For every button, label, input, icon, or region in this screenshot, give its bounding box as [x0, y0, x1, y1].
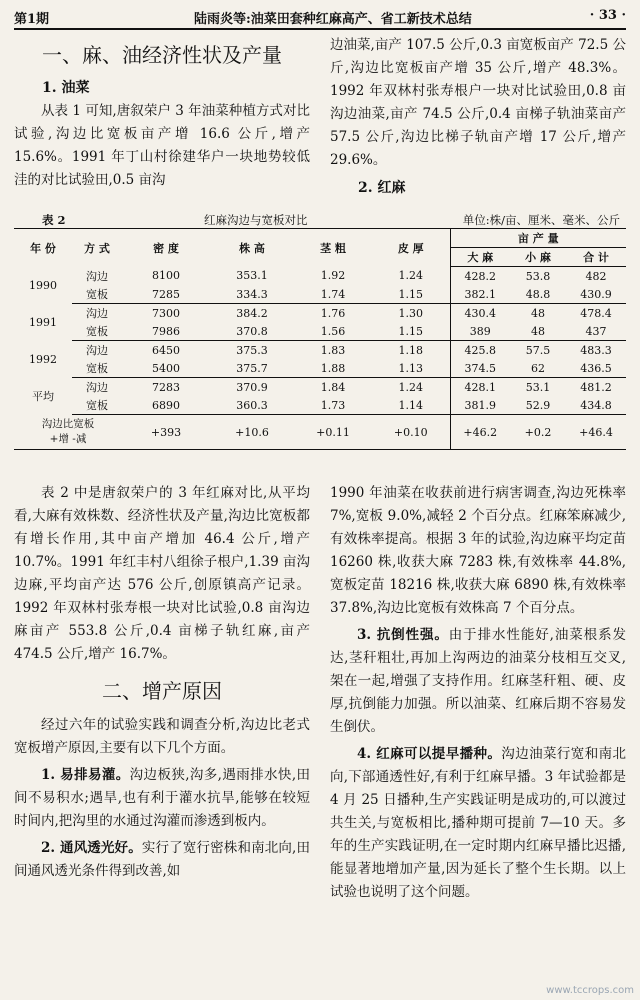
article-title: 陆雨炎等:油菜田套种红麻高产、省工新技术总结 — [194, 12, 472, 27]
paragraph-reasons-intro: 经过六年的试验实践和调查分析,沟边比老式宽板增产原因,主要有以下几个方面。 — [14, 717, 310, 756]
table-title: 红麻沟边与宽板对比 — [204, 213, 308, 227]
paragraph-drainage: 1. 易排易灌。沟边板狭,沟多,遇雨排水快,田间不易积水;遇旱,也有利于灌水抗旱,能够在较短时间内,把沟里的水通过沟灌而渗透到板内。 — [14, 767, 311, 829]
difference-label: 沟边比宽板 +增 -减 — [14, 415, 122, 450]
header-bark: 皮 厚 — [372, 229, 450, 267]
table-row: 宽板 7986 370.8 1.56 1.15 389 48 437 — [14, 322, 626, 341]
table-row: 1991 沟边 7300 384.2 1.76 1.30 430.4 48 478.4 — [14, 304, 626, 323]
header-density: 密 度 — [122, 229, 210, 267]
table-row: 宽板 7285 334.3 1.74 1.15 382.1 48.8 430.9 — [14, 285, 626, 304]
table-caption — [14, 212, 626, 228]
table-row: 宽板 5400 375.7 1.88 1.13 374.5 62 436.5 — [14, 359, 626, 378]
bottom-right-column — [330, 482, 626, 904]
section1-title: 一、麻、油经济性状及产量 — [42, 43, 282, 67]
table-row: 宽板 6890 360.3 1.73 1.14 381.9 52.9 434.8 — [14, 396, 626, 415]
paragraph-kenaf-results: 表 2 中是唐叙荣户的 3 年红麻对比,从平均看,大麻有效株数、经济性状及产量,沟边比宽板都有增长作用,其中亩产增加 46.4 公斤,增产 10.7%。1991 年红丰村八组徐子根户,1.39 亩沟边麻,平均亩产达 576 公斤,创原镇高产记录。1992 年双林村张寿根一块对比试验,0.8 亩沟边麻亩产 553.8 公斤,0.4 亩梯子轨红麻,亩产 474.5 公斤,增产 16.7%。 — [14, 485, 310, 662]
paragraph-rapeseed: 从表 1 可知,唐叙荣户 3 年油菜种植方式对比试验,沟边比宽板亩产增 16.6 公斤,增产 15.6%。1991 年丁山村徐建华户一块地势较低洼的对比试验田,0.5 亩沟 — [14, 103, 310, 188]
header-rule — [14, 28, 626, 30]
top-left-column — [14, 40, 310, 192]
running-header — [14, 6, 626, 28]
table-label: 表 2 — [42, 213, 66, 227]
page-number: · 33 · — [589, 8, 626, 23]
header-total: 合 计 — [566, 248, 626, 267]
subsection-kenaf: 2. 红麻 — [358, 180, 406, 196]
table-row: 1992 沟边 6450 375.3 1.83 1.18 425.8 57.5 483.3 — [14, 341, 626, 360]
header-yield: 亩 产 量 — [450, 229, 626, 248]
paragraph-ventilation: 2. 通风透光好。实行了宽行密株和南北向,田间通风透光条件得到改善,如 — [14, 840, 311, 879]
subsection-rapeseed: 1. 油菜 — [42, 80, 90, 96]
bottom-left-column — [14, 482, 310, 883]
table-row: 平均 沟边 7283 370.9 1.84 1.24 428.1 53.1 481.2 — [14, 378, 626, 397]
paragraph-lodging-resistance: 3. 抗倒性强。由于排水性能好,油菜根系发达,茎秆粗壮,再加上沟两边的油菜分枝相互交叉,架在一起,增强了支持作用。红麻茎秆粗、硬、皮厚,抗倒能力加强。所以油菜、红麻后期不容易发生倒伏。 — [330, 627, 626, 735]
section2-title: 二、增产原因 — [102, 679, 222, 703]
paragraph-early-sowing: 4. 红麻可以提早播种。沟边油菜行宽和南北向,下部通透性好,有利于红麻早播。3 年试验都是 4 月 25 日播种,生产实践证明是成功的,可以渡过共生关,与宽板相比,播种期可提前 7—10 天。多年的生产实践证明,在一定时期内红麻早播比迟播,能显著地增加产量,因为延长了整个生长期。以上试验也说明了这个问题。 — [330, 746, 626, 900]
header-year: 年 份 — [14, 229, 72, 267]
header-small: 小 麻 — [510, 248, 566, 267]
top-right-column — [330, 34, 626, 200]
header-stem: 茎 粗 — [294, 229, 372, 267]
header-large: 大 麻 — [450, 248, 510, 267]
header-height: 株 高 — [210, 229, 294, 267]
paragraph-disease-survey: 1990 年油菜在收获前进行病害调查,沟边死株率 7%,宽板 9.0%,减轻 2 个百分点。红麻笨麻减少,有效株率提高。根据 3 年的试验,沟边麻平均定苗 16260 株,收获大麻 7283 株,有效株率 44.8%,宽板定苗 18216 株,收获大麻 6890 株,有效株率 37.8%,沟边比宽板有效株高 7 个百分点。 — [330, 485, 626, 616]
table-row: 1990 沟边 8100 353.1 1.92 1.24 428.2 53.8 482 — [14, 267, 626, 286]
header-method: 方 式 — [72, 229, 122, 267]
issue-number: 第1期 — [14, 12, 50, 27]
watermark: www.tccrops.com — [546, 985, 634, 996]
table-row-difference: 沟边比宽板 +增 -减 +393 +10.6 +0.11 +0.10 +46.2 +0.2 +46.4 — [14, 415, 626, 450]
table-unit: 单位:株/亩、厘米、毫米、公斤 — [462, 213, 620, 227]
kenaf-comparison-table — [14, 228, 626, 450]
paragraph-rapeseed-cont: 边油菜,亩产 107.5 公斤,0.3 亩宽板亩产 72.5 公斤,沟边比宽板亩产增 35 公斤,增产 48.3%。1992 年双林村张寿根户一块对比试验田,0.8 亩沟边油菜,亩产 74.5 公斤,0.4 亩梯子轨油菜亩产 57.5 公斤,沟边比梯子轨亩产增 17 公斤,增产 29.6%。 — [330, 37, 626, 168]
